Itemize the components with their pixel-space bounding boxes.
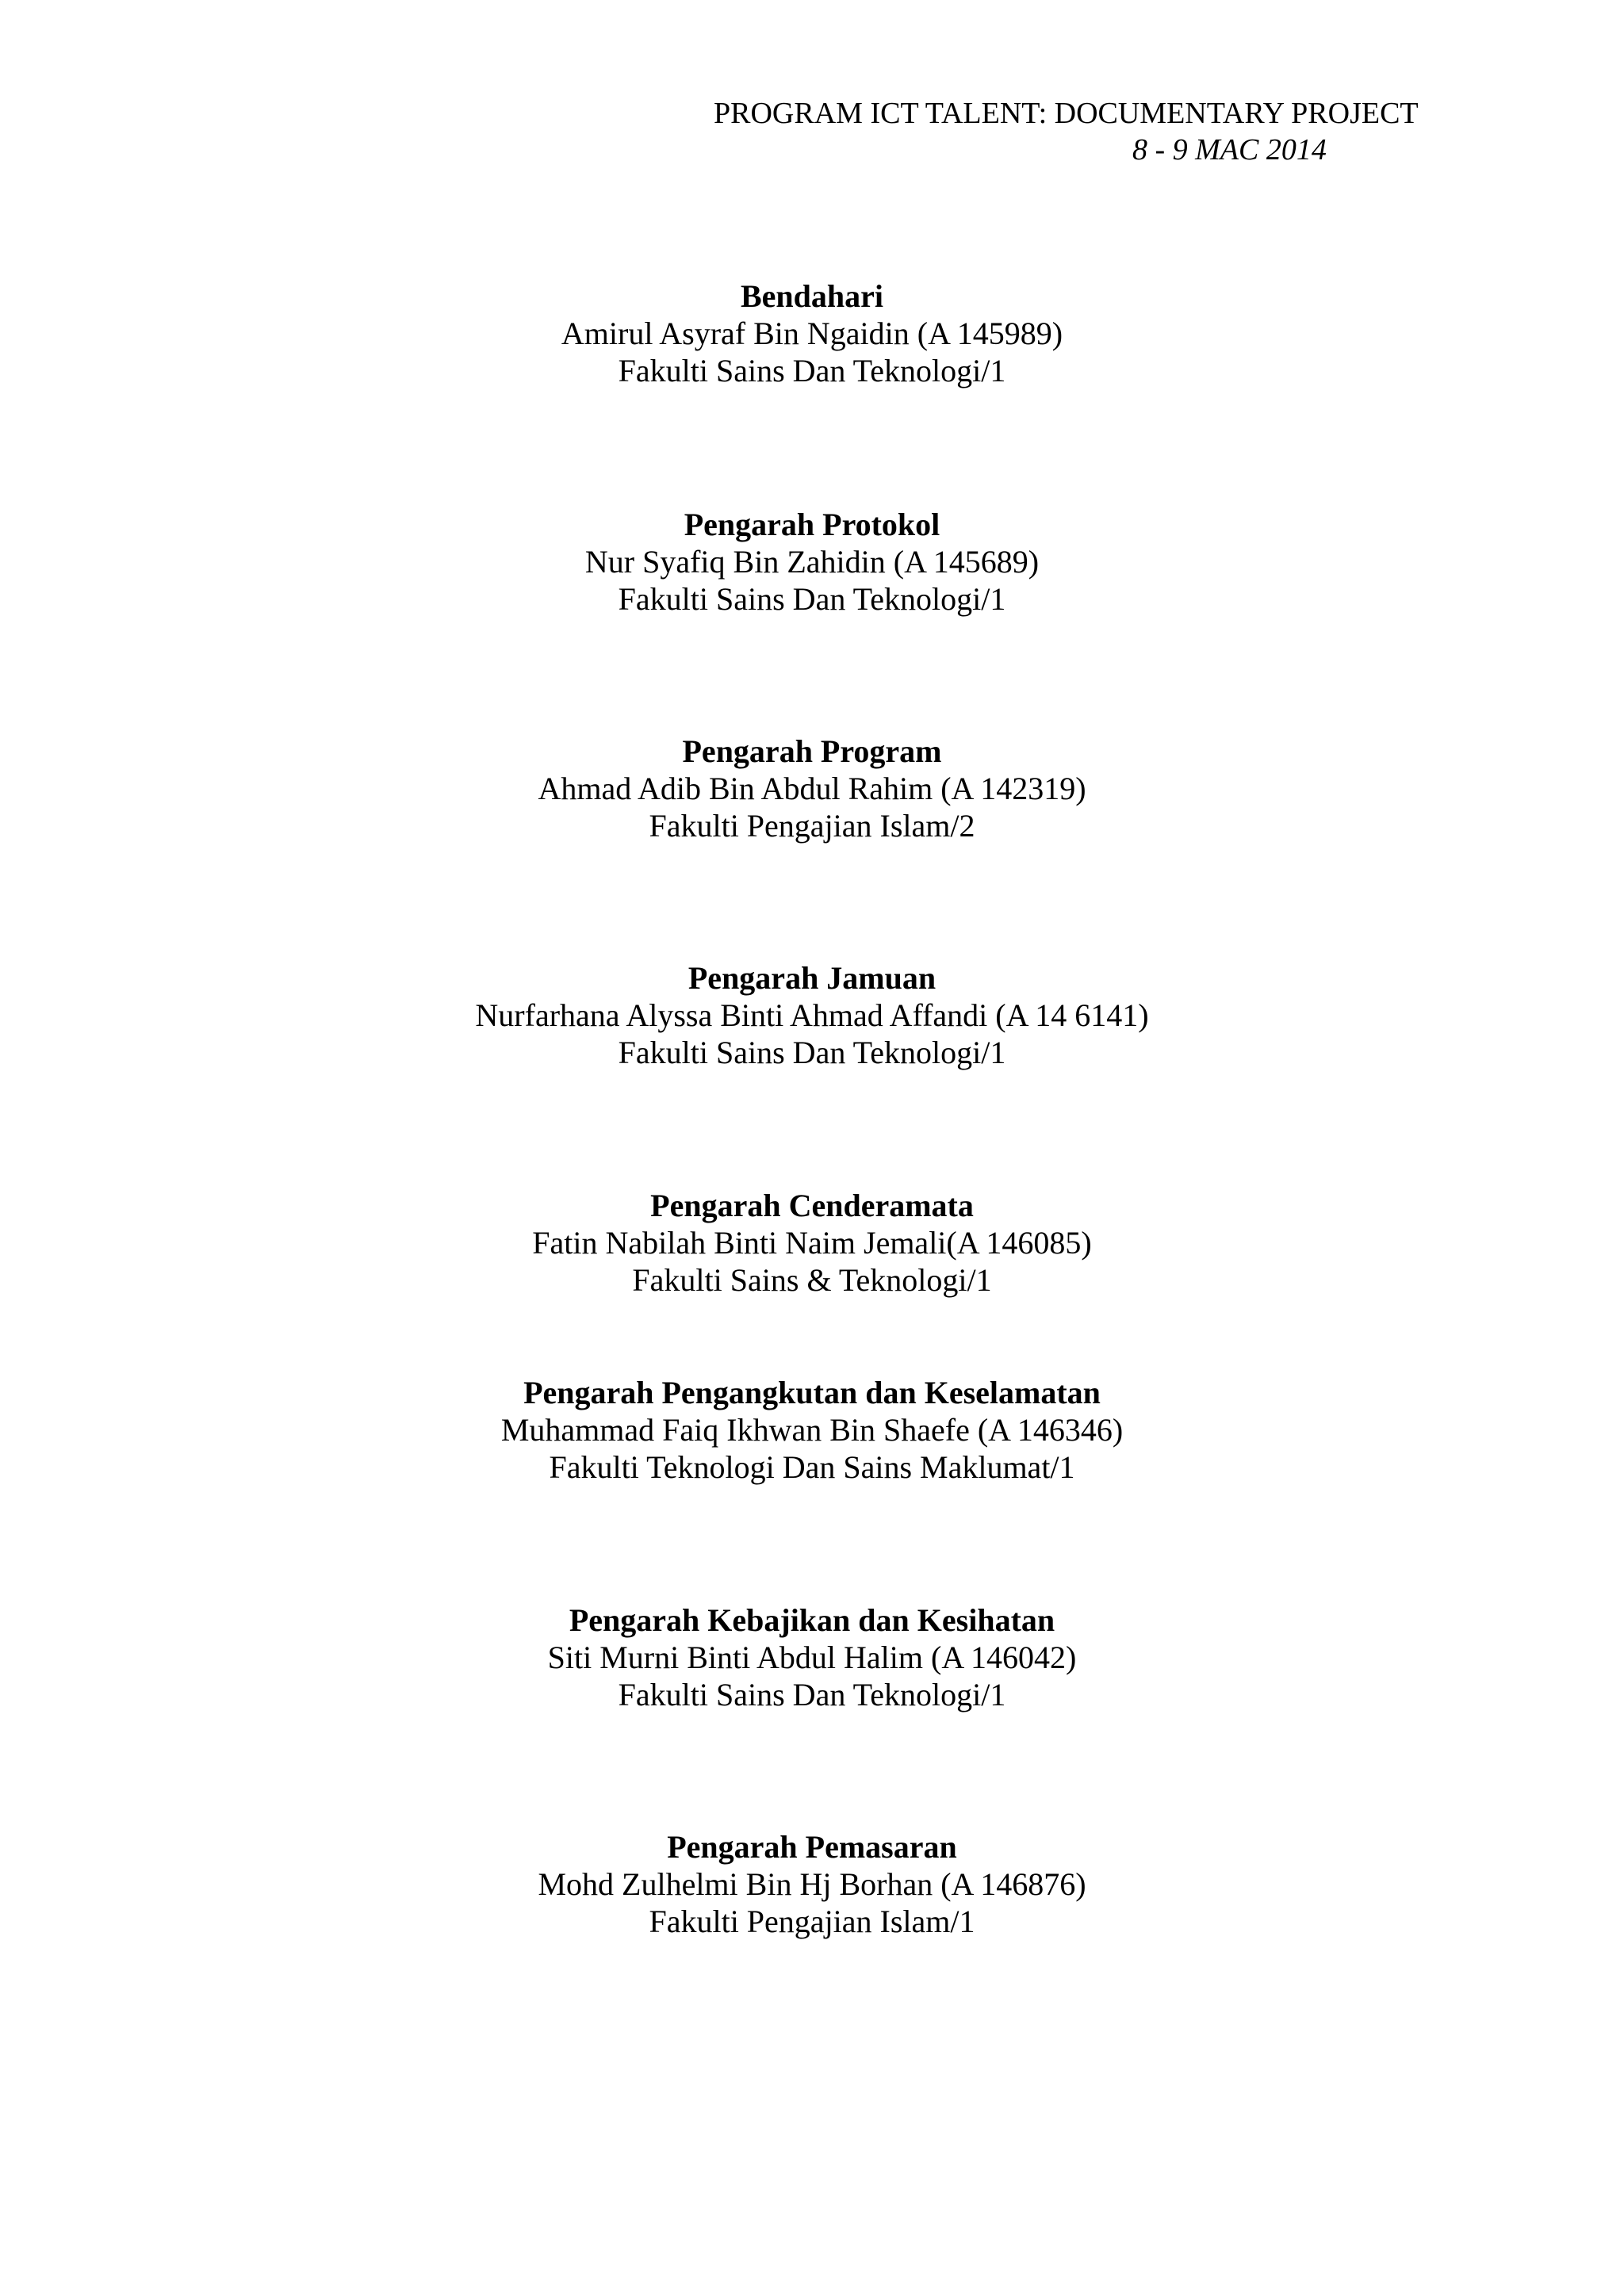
member-faculty: Fakulti Pengajian Islam/1 bbox=[649, 1904, 975, 1939]
member-name: Mohd Zulhelmi Bin Hj Borhan (A 146876) bbox=[538, 1866, 1086, 1902]
committee-entry-program bbox=[0, 733, 1624, 844]
member-name: Nur Syafiq Bin Zahidin (A 145689) bbox=[584, 544, 1040, 580]
committee-entry-cenderamata bbox=[0, 1187, 1624, 1299]
role-title: Bendahari bbox=[740, 278, 884, 314]
member-faculty: Fakulti Sains Dan Teknologi/1 bbox=[618, 1035, 1006, 1070]
role-title: Pengarah Cenderamata bbox=[650, 1188, 974, 1223]
member-name: Muhammad Faiq Ikhwan Bin Shaefe (A 146346) bbox=[500, 1412, 1124, 1448]
member-name: Siti Murni Binti Abdul Halim (A 146042) bbox=[547, 1640, 1077, 1675]
role-title: Pengarah Pengangkutan dan Keselamatan bbox=[523, 1375, 1101, 1410]
role-title: Pengarah Kebajikan dan Kesihatan bbox=[569, 1602, 1055, 1638]
member-faculty: Fakulti Pengajian Islam/2 bbox=[649, 808, 975, 844]
role-title: Pengarah Pemasaran bbox=[667, 1829, 957, 1865]
committee-entry-protokol bbox=[0, 506, 1624, 618]
member-name: Fatin Nabilah Binti Naim Jemali(A 146085) bbox=[532, 1225, 1092, 1261]
member-name: Amirul Asyraf Bin Ngaidin (A 145989) bbox=[561, 316, 1063, 351]
role-title: Pengarah Program bbox=[682, 733, 942, 769]
member-name: Ahmad Adib Bin Abdul Rahim (A 142319) bbox=[538, 771, 1086, 806]
role-title: Pengarah Protokol bbox=[684, 507, 940, 542]
header-title: PROGRAM ICT TALENT: DOCUMENTARY PROJECT bbox=[714, 97, 1419, 130]
committee-entry-pengangkutan bbox=[0, 1374, 1624, 1486]
member-faculty: Fakulti Sains & Teknologi/1 bbox=[632, 1262, 992, 1298]
member-name: Nurfarhana Alyssa Binti Ahmad Affandi (A 14 6141) bbox=[475, 997, 1149, 1033]
member-faculty: Fakulti Teknologi Dan Sains Maklumat/1 bbox=[549, 1449, 1075, 1485]
committee-entry-bendahari bbox=[0, 277, 1624, 389]
committee-entry-kebajikan bbox=[0, 1601, 1624, 1713]
header-date: 8 - 9 MAC 2014 bbox=[1132, 133, 1327, 166]
member-faculty: Fakulti Sains Dan Teknologi/1 bbox=[618, 353, 1006, 388]
member-faculty: Fakulti Sains Dan Teknologi/1 bbox=[618, 581, 1006, 617]
role-title: Pengarah Jamuan bbox=[688, 960, 936, 996]
member-faculty: Fakulti Sains Dan Teknologi/1 bbox=[618, 1677, 1006, 1712]
committee-entry-pemasaran bbox=[0, 1828, 1624, 1940]
committee-entry-jamuan bbox=[0, 959, 1624, 1071]
